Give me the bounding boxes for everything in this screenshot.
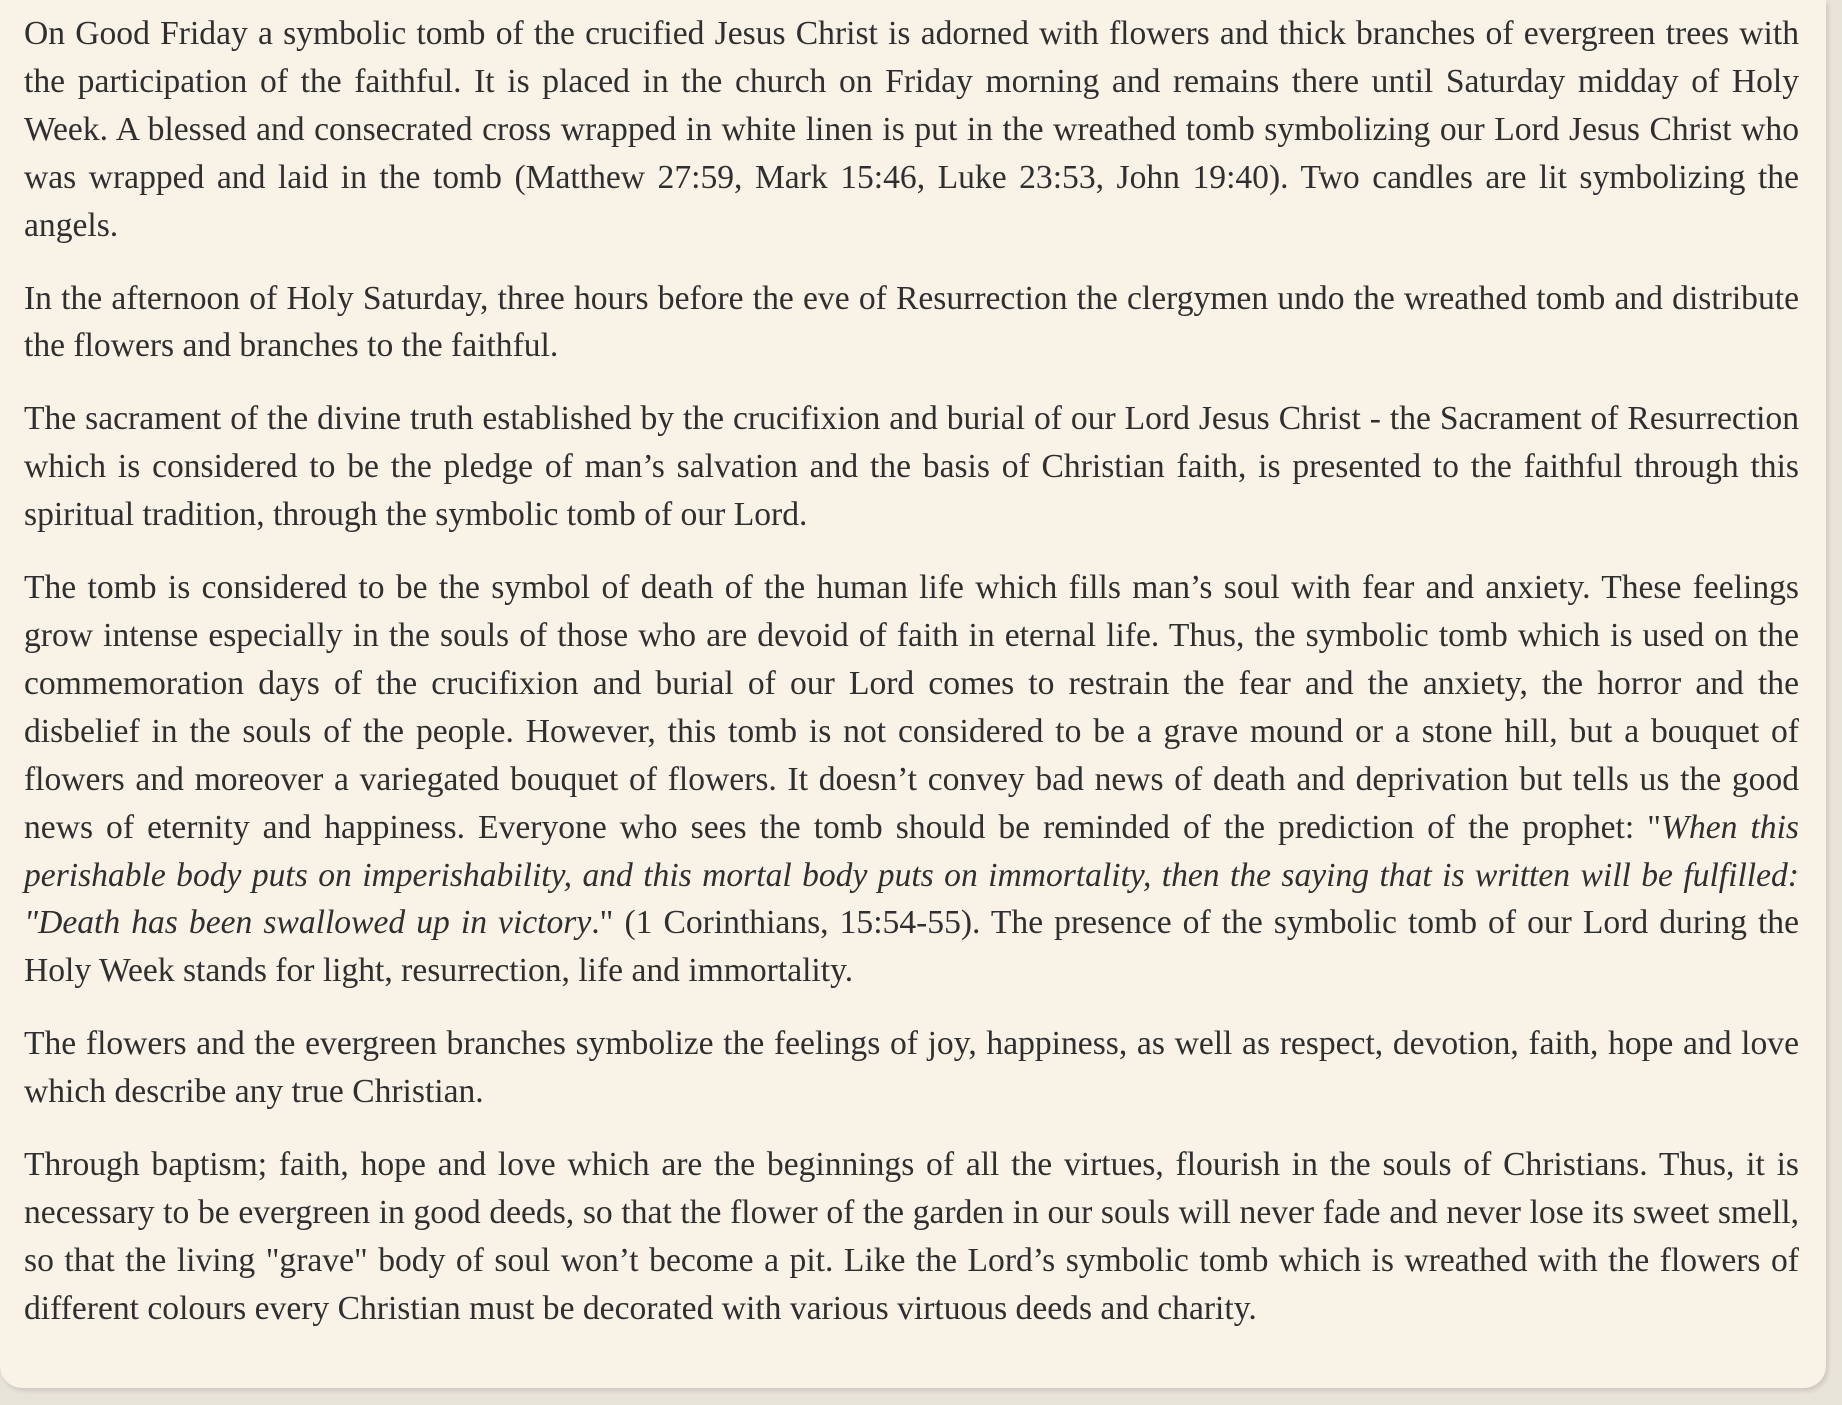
paragraph-holy-saturday: In the afternoon of Holy Saturday, three hours before the eve of Resurrection the clergymen undo the wreathed tomb and distribute the flowers and branches to the faithful.: [24, 279, 1799, 365]
tomb-text-before-quote: The tomb is considered to be the symbol of death of the human life which fills man’s soul with fear and anxiety. These feelings grow intense especially in the souls of those who are devoid of faith in eternal life. Thus, the symbolic tomb which is used on the commemoration days of the crucifixion and burial of our Lord comes to restrain the fear and the anxiety, the horror and the disbelief in the souls of the people. However, this tomb is not considered to be a grave mound or a stone hill, but a bouquet of flowers and moreover a variegated bouquet of flowers. It doesn’t convey bad news of death and deprivation but tells us the good news of eternity and happiness. Everyone who sees the tomb should be reminded of the prediction of the prophet: ": [24, 569, 1799, 846]
paragraph-good-friday: On Good Friday a symbolic tomb of the crucified Jesus Christ is adorned with flowers and thick branches of evergreen trees with the participation of the faithful. It is placed in the church on Friday morning and remains there until Saturday midday of Holy Week. A blessed and consecrated cross wrapped in white linen is put in the wreathed tomb symbolizing our Lord Jesus Christ who was wrapped and laid in the tomb (Matthew 27:59, Mark 15:46, Luke 23:53, John 19:40). Two candles are lit symbolizing the angels.: [24, 15, 1799, 244]
tomb-text-after-quote: ." (1 Corinthians, 15:54-55). The presence of the symbolic tomb of our Lord during the Holy Week stands for light, resurrection, life and immortality.: [24, 904, 1799, 990]
paragraph-tomb-symbol: [24, 564, 1799, 995]
scripture-quote: When this perishable body puts on imperishability, and this mortal body puts on immortality, then the saying that is written will be fulfilled: "Death has been swallowed up in victory: [24, 808, 1799, 942]
paragraph-sacrament: The sacrament of the divine truth established by the crucifixion and burial of our Lord Jesus Christ - the Sacrament of Resurrection which is considered to be the pledge of man’s salvation and the basis of Christian faith, is presented to the faithful through this spiritual tradition, through the symbolic tomb of our Lord.: [24, 400, 1799, 534]
paragraph-flowers-branches: The flowers and the evergreen branches symbolize the feelings of joy, happiness, as well as respect, devotion, faith, hope and love which describe any true Christian.: [24, 1025, 1799, 1111]
paragraph-baptism: Through baptism; faith, hope and love which are the beginnings of all the virtues, flourish in the souls of Christians. Thus, it is necessary to be evergreen in good deeds, so that the flower of the garden in our souls will never fade and never lose its sweet smell, so that the living "grave" body of soul won’t become a pit. Like the Lord’s symbolic tomb which is wreathed with the flowers of different colours every Christian must be decorated with various virtuous deeds and charity.: [24, 1146, 1799, 1327]
